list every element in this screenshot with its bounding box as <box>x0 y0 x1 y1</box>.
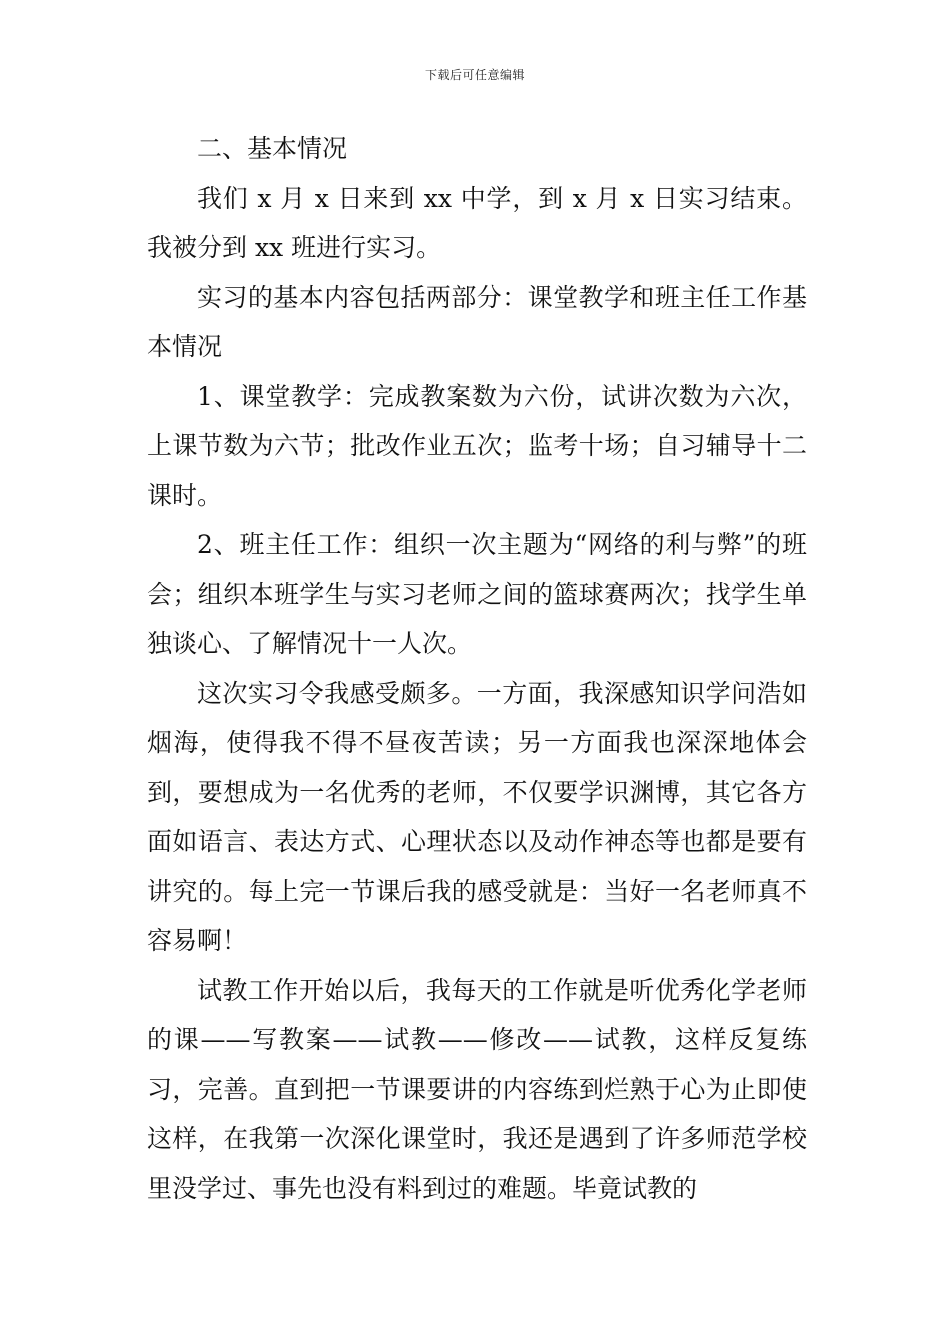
page-header-note: 下载后可任意编辑 <box>424 68 525 82</box>
section-heading: 二、基本情况 <box>197 134 348 163</box>
paragraph-trial-teaching: 试教工作开始以后，我每天的工作就是听优秀化学老师的课——写教案——试教——修改——试教，这样反复练习，完善。直到把一节课要讲的内容练到烂熟于心为止即使这样，在我第一次深化课堂时，我还是遇到了许多师范学校里没学过、事先也没有料到过的难题。毕竟试教的 <box>147 975 807 1203</box>
paragraph-internship-content: 实习的基本内容包括两部分：课堂教学和班主任工作基本情况 <box>147 282 807 361</box>
paragraph-internship-dates: 我们 x 月 x 日来到 xx 中学，到 x 月 x 日实习结束。我被分到 xx 班进行实习。 <box>147 183 807 262</box>
paragraph-classroom-teaching: 1、课堂教学：完成教案数为六份，试讲次数为六次，上课节数为六节；批改作业五次；监考十场；自习辅导十二课时。 <box>147 381 807 510</box>
document-body <box>147 124 807 1213</box>
paragraph-head-teacher-work: 2、班主任工作：组织一次主题为“网络的利与弊”的班会；组织本班学生与实习老师之间的篮球赛两次；找学生单独谈心、了解情况十一人次。 <box>147 530 807 658</box>
paragraph-reflection: 这次实习令我感受颇多。一方面，我深感知识学问浩如烟海，使得我不得不昼夜苦读；另一方面我也深深地体会到，要想成为一名优秀的老师，不仅要学识渊博，其它各方面如语言、表达方式、心理状态以及动作神态等也都是要有讲究的。每上完一节课后我的感受就是：当好一名老师真不容易啊！ <box>147 678 807 955</box>
